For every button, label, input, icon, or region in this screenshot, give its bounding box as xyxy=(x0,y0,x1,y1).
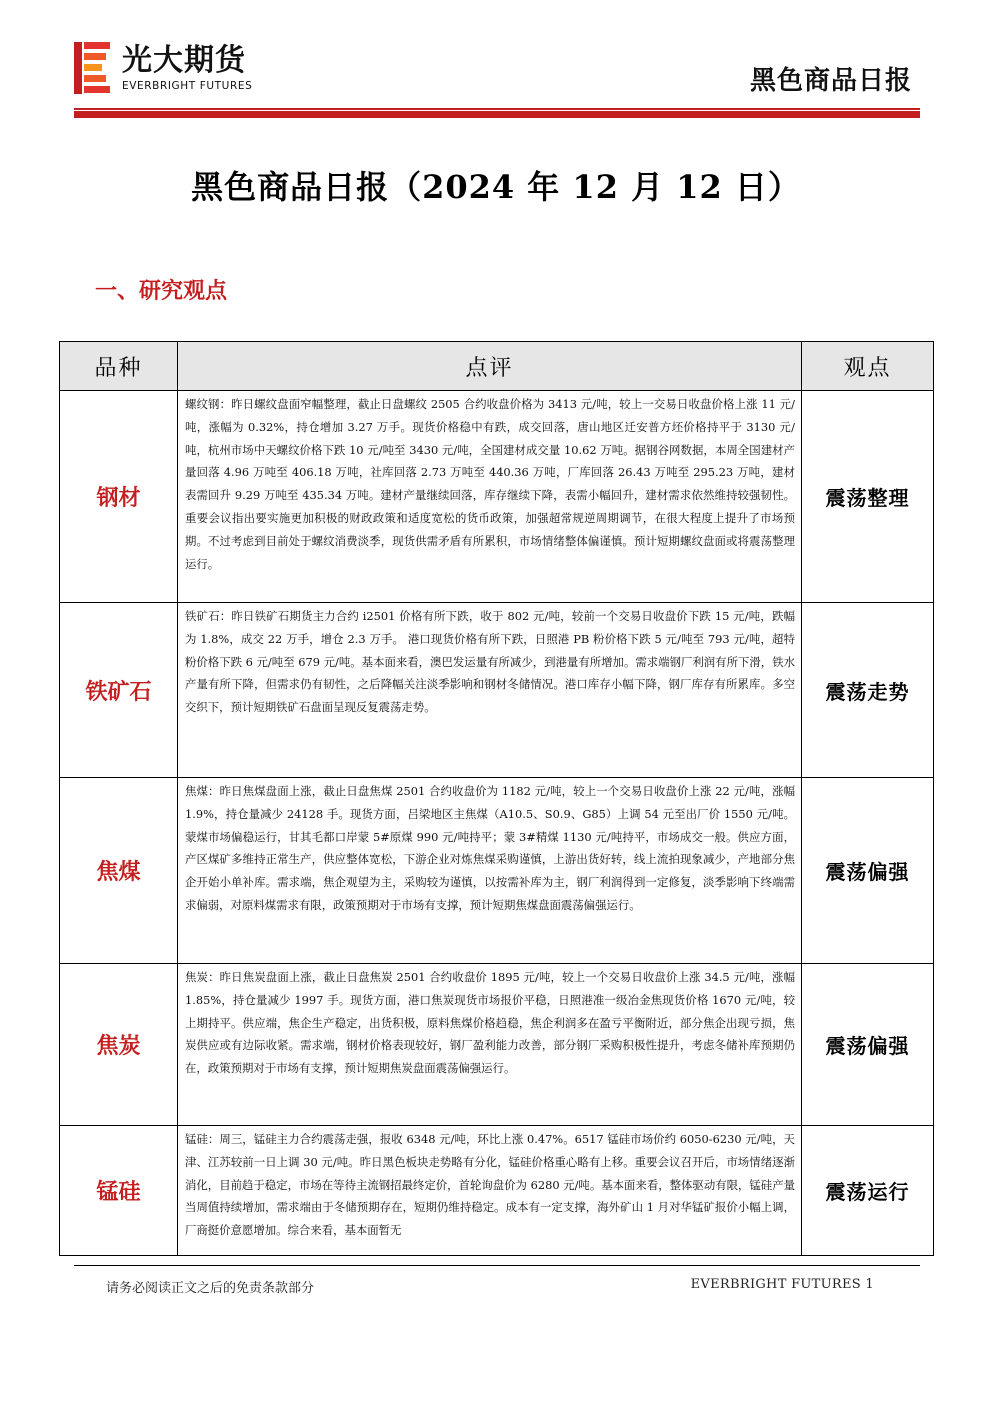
variety-cell: 焦炭 xyxy=(60,964,178,1126)
report-name-header: 黑色商品日报 xyxy=(749,66,912,96)
comment-cell: 铁矿石：昨日铁矿石期货主力合约 i2501 价格有所下跌，收于 802 元/吨，较前一个交易日收盘价下跌 15 元/吨，跌幅为 1.8%，成交 22 万手，增仓 2.3 万手。 港口现货价格有所下跌，日照港 PB 粉价格下跌 5 元/吨至 793 元/吨，超特粉价格下跌 6 元/吨至 679 元/吨。基本面来看，澳巴发运量有所减少，到港量有所增加。需求端钢厂利润有所下滑，铁水产量有所下降，但需求仍有韧性，之后降幅关注淡季影响和钢材冬储情况。港口库存小幅下降，钢厂库存有所累库。多空交织下，预计短期铁矿石盘面呈现反复震荡走势。 xyxy=(178,603,802,778)
view-cell: 震荡走势 xyxy=(802,603,934,778)
view-cell: 震荡偏强 xyxy=(802,964,934,1126)
section-title: 一、研究观点 xyxy=(95,278,228,304)
view-cell: 震荡整理 xyxy=(802,391,934,603)
everbright-logo-icon xyxy=(74,42,112,94)
view-cell: 震荡偏强 xyxy=(802,778,934,964)
disclaimer-note: 请务必阅读正文之后的免责条款部分 xyxy=(106,1281,315,1296)
column-header-variety: 品种 xyxy=(60,342,178,391)
table-header-row xyxy=(60,342,934,391)
comment-cell: 焦煤：昨日焦煤盘面上涨，截止日盘焦煤 2501 合约收盘价为 1182 元/吨，较上一个交易日收盘价上涨 22 元/吨，涨幅 1.9%，持仓量减少 24128 手。现货方面，吕梁地区主焦煤（A10.5、S0.9、G85）上调 54 元至出厂价 1550 元/吨。蒙煤市场偏稳运行，甘其毛都口岸蒙 5#原煤 990 元/吨持平；蒙 3#精煤 1130 元/吨持平，市场成交一般。供应方面，产区煤矿多维持正常生产，供应整体宽松，下游企业对炼焦煤采购谨慎，上游出货好转，线上流拍现象减少，产地部分焦企开始小单补库。需求端，焦企观望为主，采购较为谨慎，以按需补库为主，钢厂利润得到一定修复，淡季影响下终端需求偏弱，对原料煤需求有限，政策预期对于市场有支撑，预计短期焦煤盘面震荡偏强运行。 xyxy=(178,778,802,964)
header-divider xyxy=(74,111,920,118)
variety-cell: 锰硅 xyxy=(60,1126,178,1256)
table-row xyxy=(60,964,934,1126)
table-row xyxy=(60,391,934,603)
logo-chinese-name: 光大期货 xyxy=(122,43,246,78)
company-logo xyxy=(74,40,294,100)
table-row xyxy=(60,603,934,778)
research-view-table xyxy=(59,341,934,1256)
view-cell: 震荡运行 xyxy=(802,1126,934,1256)
variety-cell: 铁矿石 xyxy=(60,603,178,778)
comment-text: 锰硅：周三，锰硅主力合约震荡走强，报收 6348 元/吨，环比上涨 0.47%。6517 锰硅市场价约 6050-6230 元/吨，天津、江苏较前一日上调 30 元/吨。昨日黑色板块走势略有分化，锰硅价格重心略有上移。重要会议召开后，市场情绪逐渐消化，目前趋于稳定，市场在等待主流钢招最终定价，首轮询盘价为 6280 元/吨。基本面来看，整体驱动有限，锰硅产量当周值持续增加，需求端由于冬储预期存在，短期仍维持稳定。成本有一定支撑，海外矿山 1 月对华锰矿报价小幅上调，厂商挺价意愿增加。综合来看，基本面暂无 xyxy=(185,1132,795,1238)
variety-cell: 钢材 xyxy=(60,391,178,603)
column-header-view: 观点 xyxy=(802,342,934,391)
column-header-comment: 点评 xyxy=(178,342,802,391)
comment-cell: 螺纹钢：昨日螺纹盘面窄幅整理，截止日盘螺纹 2505 合约收盘价格为 3413 元/吨，较上一交易日收盘价格上涨 11 元/吨，涨幅为 0.32%，持仓增加 3.27 万手。现货价格稳中有跌，成交回落，唐山地区迁安普方坯价格持平于 3130 元/吨，杭州市场中天螺纹价格下跌 10 元/吨至 3430 元/吨，全国建材成交量 10.62 万吨。据钢谷网数据，本周全国建材产量回落 4.96 万吨至 406.18 万吨，社库回落 2.73 万吨至 440.36 万吨，厂库回落 26.43 万吨至 295.23 万吨，建材表需回升 9.29 万吨至 435.34 万吨。建材产量继续回落，库存继续下降，表需小幅回升，建材需求依然维持较强韧性。重要会议指出要实施更加积极的财政政策和适度宽松的货币政策，加强超常规逆周期调节，在很大程度上提升了市场预期。不过考虑到目前处于螺纹消费淡季，现货供需矛盾有所累积，市场情绪整体偏谨慎。预计短期螺纹盘面或将震荡整理运行。 xyxy=(178,391,802,603)
comment-cell: 焦炭：昨日焦炭盘面上涨，截止日盘焦炭 2501 合约收盘价 1895 元/吨，较上一个交易日收盘价上涨 34.5 元/吨，涨幅 1.85%，持仓量减少 1997 手。现货方面，港口焦炭现货市场报价平稳，日照港准一级冶金焦现货价格 1670 元/吨，较上期持平。供应端，焦企生产稳定，出货积极，原料焦煤价格趋稳，焦企利润多在盈亏平衡附近，部分焦企出现亏损，焦炭供应或有边际收紧。需求端，钢材价格表现较好，钢厂盈利能力改善，部分钢厂采购积极性提升，考虑冬储补库预期仍在，政策预期对于市场有支撑，预计短期焦炭盘面震荡偏强运行。 xyxy=(178,964,802,1126)
table-row xyxy=(60,1126,934,1256)
footer-divider xyxy=(74,1265,920,1266)
comment-cell xyxy=(178,1126,802,1256)
footer-brand-page-number: EVERBRIGHT FUTURES 1 xyxy=(690,1277,874,1292)
logo-english-name: EVERBRIGHT FUTURES xyxy=(122,80,253,92)
variety-cell: 焦煤 xyxy=(60,778,178,964)
header-divider-thin xyxy=(74,108,920,110)
table-row xyxy=(60,778,934,964)
document-title: 黑色商品日报（2024 年 12 月 12 日） xyxy=(191,168,801,206)
